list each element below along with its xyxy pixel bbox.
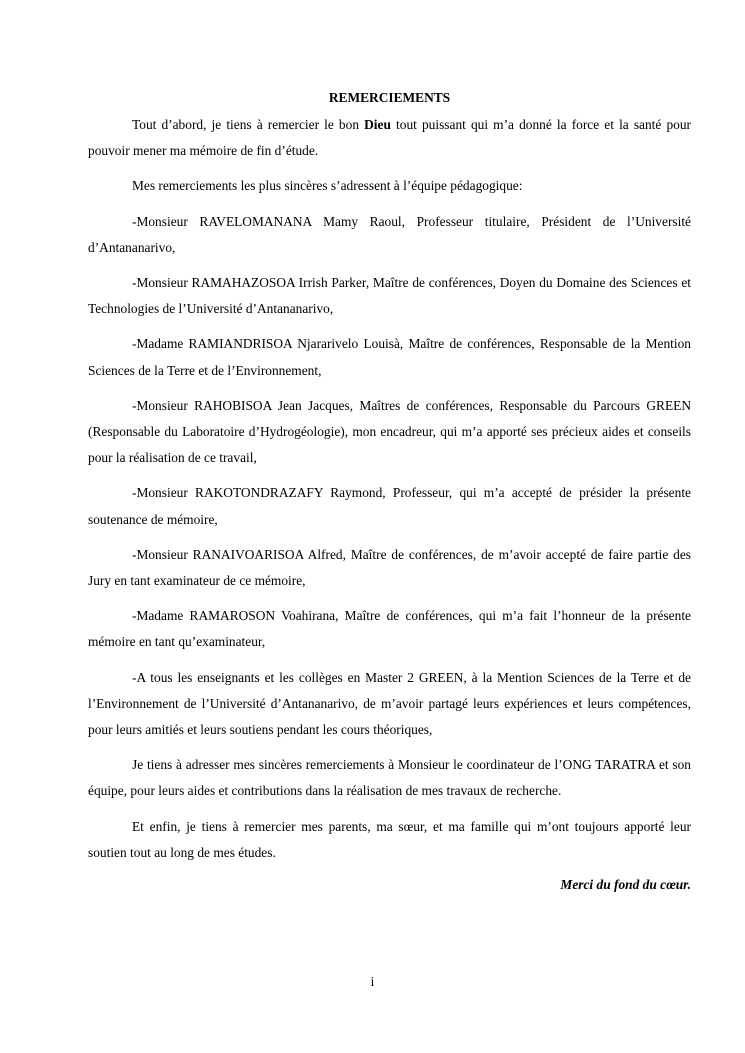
document-page — [88, 88, 691, 898]
paragraph-family: Et enfin, je tiens à remercier mes parents, ma sœur, et ma famille qui m’ont toujours apporté leur soutien tout au long de mes études. — [88, 818, 691, 860]
intro-paragraph — [88, 112, 691, 164]
paragraph-supervisor: -Monsieur RAHOBISOA Jean Jacques, Maîtres de conférences, Responsable du Parcours GREEN (Responsable du Laboratoire d’Hydrogéologie), mon encadreur, qui m’a apporté ses précieux aides et conseils pour la réalisation de ce travail, — [88, 397, 691, 466]
paragraph-team: Mes remerciements les plus sincères s’adressent à l’équipe pédagogique: — [132, 178, 523, 194]
closing-line: Merci du fond du cœur. — [560, 877, 691, 893]
intro-text-after: tout puissant qui m’a donné la force et la santé pour pouvoir mener ma mémoire de fin d’étude. — [88, 117, 691, 159]
paragraph-examiner-1: -Monsieur RANAIVOARISOA Alfred, Maître de conférences, de m’avoir accepté de faire partie des Jury en tant examinateur de ce mémoire, — [88, 546, 691, 589]
paragraph-teachers: -A tous les enseignants et les collèges en Master 2 GREEN, à la Mention Sciences de la Terre et de l’Environnement de l’Université d’Antananarivo, de m’avoir partagé leurs expériences et leurs compétences, pour leurs amitiés et leurs soutiens pendant les cours théoriques, — [88, 669, 691, 738]
page-title: REMERCIEMENTS — [328, 90, 451, 105]
paragraph-mention-head: -Madame RAMIANDRISOA Njararivelo Louisà, Maître de conférences, Responsable de la Mention Sciences de la Terre et de l’Environnement, — [88, 336, 691, 378]
paragraph-jury-president: -Monsieur RAKOTONDRAZAFY Raymond, Professeur, qui m’a accepté de présider la présente soutenance de mémoire, — [88, 485, 691, 527]
intro-text-before: Tout d’abord, je tiens à remercier le bon — [132, 117, 365, 132]
paragraph-ong: Je tiens à adresser mes sincères remerciements à Monsieur le coordinateur de l’ONG TARATRA et son équipe, pour leurs aides et contributions dans la réalisation de mes travaux de recherche. — [88, 757, 691, 799]
intro-emphasis: Dieu — [364, 117, 391, 132]
page-number: i — [370, 974, 375, 989]
paragraph-examiner-2: -Madame RAMAROSON Voahirana, Maître de conférences, qui m’a fait l’honneur de la présente mémoire en tant qu’examinateur, — [88, 608, 691, 650]
paragraph-president: -Monsieur RAVELOMANANA Mamy Raoul, Professeur titulaire, Président de l’Université d’Antananarivo, — [88, 213, 691, 255]
paragraph-dean: -Monsieur RAMAHAZOSOA Irrish Parker, Maître de conférences, Doyen du Domaine des Sciences et Technologies de l’Université d’Antananarivo, — [88, 275, 691, 317]
